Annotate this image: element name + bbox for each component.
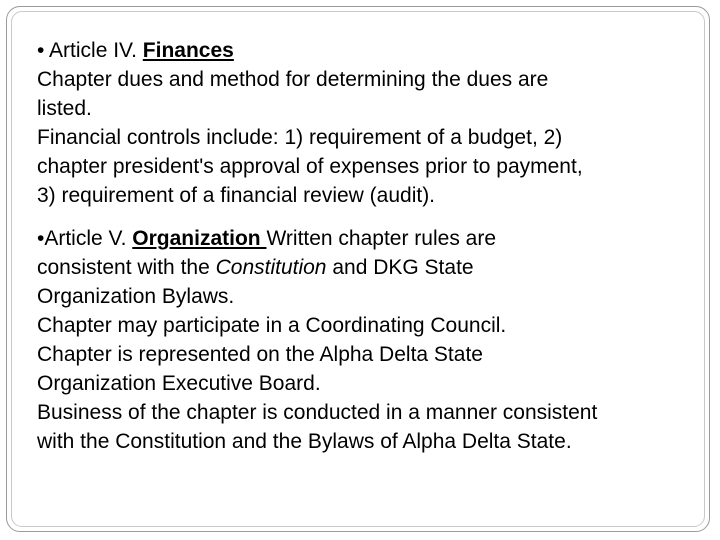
paragraph-gap [37,210,707,224]
article-v-line-2 [37,253,707,282]
article-v-line-2-a: consistent with the [37,256,216,279]
article-v-line-3: Organization Bylaws. [37,285,235,308]
article-v-heading-tail: Written chapter rules are [266,227,497,250]
article-iv-heading-line [37,36,707,65]
slide-content [37,36,707,456]
article-iv-line-4: chapter president's approval of expenses prior to payment, [37,155,583,178]
article-v-heading: Organization [132,227,267,250]
article-v-line-6: Organization Executive Board. [37,372,321,395]
article-iv-line-2: listed. [37,97,92,120]
article-iv-heading: Finances [142,39,234,62]
article-v-line-7: Business of the chapter is conducted in a manner consistent [37,401,598,424]
article-v-heading-line [37,224,707,253]
article-v-prefix: •Article V. [37,227,133,250]
article-iv-prefix: • Article IV. [37,39,143,62]
article-v-line-4: Chapter may participate in a Coordinating Council. [37,314,507,337]
constitution-italic: Constitution [215,256,327,279]
article-iv-section [37,36,707,210]
article-v-section [37,224,707,456]
article-v-line-2-b: and DKG State [326,256,474,279]
article-iv-line-3: Financial controls include: 1) requirement of a budget, 2) [37,126,563,149]
article-v-line-5: Chapter is represented on the Alpha Delta State [37,343,483,366]
article-iv-line-1: Chapter dues and method for determining the dues are [37,68,549,91]
article-v-line-8: with the Constitution and the Bylaws of Alpha Delta State. [37,430,572,453]
article-iv-line-5: 3) requirement of a financial review (audit). [37,184,436,207]
